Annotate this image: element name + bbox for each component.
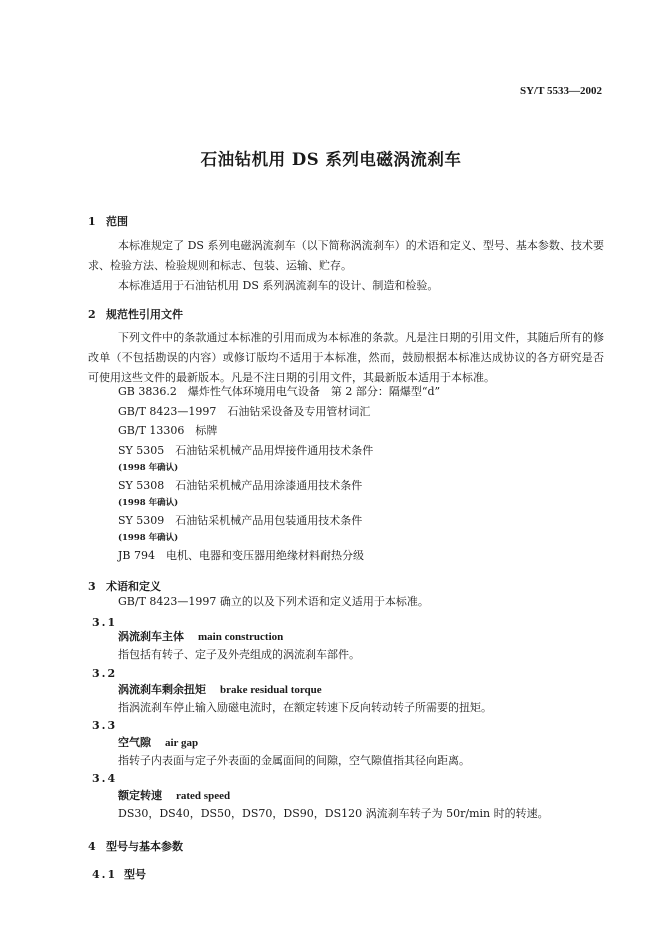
reference-item: GB/T 8423—1997 石油钻采设备及专用管材词汇 — [118, 405, 371, 418]
subsection-title: 型号 — [124, 868, 146, 881]
section-number: 4 — [88, 840, 96, 853]
subsection-number: 4.1 — [92, 868, 118, 881]
term-number: 3.3 — [92, 719, 118, 732]
reference-item: JB 794 电机、电器和变压器用绝缘材料耐热分级 — [118, 549, 364, 562]
section-3-intro: GB/T 8423—1997 确立的以及下列术语和定义适用于本标准。 — [118, 595, 429, 608]
section-2-para: 下列文件中的条款通过本标准的引用而成为本标准的条款。凡是注日期的引用文件，其随后所有的修改单（不包括勘误的内容）或修订版均不适用于本标准，然而，鼓励根据本标准达成协议的各方研究是否可使用这些文件的最新版本。凡是不注日期的引用文件，其最新版本适用于本标准。 — [88, 331, 604, 384]
term-definition: 指转子内表面与定子外表面的金属面间的间隙，空气隙值指其径向距离。 — [118, 754, 470, 767]
subsection-4-1-heading — [92, 866, 146, 882]
reference-item: SY 5305 石油钻采机械产品用焊接件通用技术条件 — [118, 444, 374, 457]
section-2-heading — [88, 306, 183, 322]
section-1-para-2: 本标准适用于石油钻机用 DS 系列涡流刹车的设计、制造和检验。 — [118, 279, 439, 292]
standard-number: SY/T 5533—2002 — [519, 85, 602, 97]
term-definition: 指包括有转子、定子及外壳组成的涡流刹车部件。 — [118, 648, 360, 661]
term-definition: DS30，DS40，DS50，DS70，DS90，DS120 涡流刹车转子为 50r/min 时的转速。 — [118, 807, 549, 820]
reference-item: SY 5308 石油钻采机械产品用涂漆通用技术条件 — [118, 479, 363, 492]
term-heading — [118, 786, 230, 806]
term-heading — [118, 680, 322, 700]
term-heading — [118, 627, 283, 647]
confirm-note: (1998 年确认) — [118, 533, 179, 543]
section-title: 规范性引用文件 — [106, 308, 183, 321]
reference-item: GB 3836.2 爆炸性气体环境用电气设备 第 2 部分：隔爆型“d” — [118, 385, 441, 398]
term-cn: 额定转速 — [118, 789, 162, 802]
section-title: 型号与基本参数 — [106, 840, 183, 853]
reference-item: GB/T 13306 标牌 — [118, 424, 218, 437]
document-title: 石油钻机用 DS 系列电磁涡流刹车 — [200, 150, 462, 169]
section-1-para-1: 本标准规定了 DS 系列电磁涡流刹车（以下简称涡流刹车）的术语和定义、型号、基本参数、技术要求、检验方法、检验规则和标志、包装、运输、贮存。 — [88, 239, 604, 272]
section-title: 术语和定义 — [106, 580, 161, 593]
section-4-heading — [88, 838, 183, 854]
term-definition: 指涡流刹车停止输入励磁电流时，在额定转速下反向转动转子所需要的扭矩。 — [118, 701, 492, 714]
section-1-heading — [88, 213, 128, 229]
term-number: 3.4 — [92, 772, 118, 785]
term-number: 3.1 — [92, 616, 118, 629]
term-cn: 空气隙 — [118, 736, 151, 749]
term-en: rated speed — [176, 790, 231, 802]
term-en: brake residual torque — [220, 684, 322, 696]
term-en: air gap — [165, 737, 199, 749]
section-number: 3 — [88, 580, 96, 593]
confirm-note: (1998 年确认) — [118, 498, 179, 508]
reference-item: SY 5309 石油钻采机械产品用包装通用技术条件 — [118, 514, 363, 527]
section-number: 2 — [88, 308, 96, 321]
term-cn: 涡流刹车主体 — [118, 630, 184, 643]
section-number: 1 — [88, 215, 96, 228]
term-heading — [118, 733, 198, 753]
term-cn: 涡流刹车剩余扭矩 — [118, 683, 206, 696]
term-en: main construction — [198, 631, 284, 643]
section-title: 范围 — [106, 215, 128, 228]
confirm-note: (1998 年确认) — [118, 463, 179, 473]
term-number: 3.2 — [92, 667, 118, 680]
